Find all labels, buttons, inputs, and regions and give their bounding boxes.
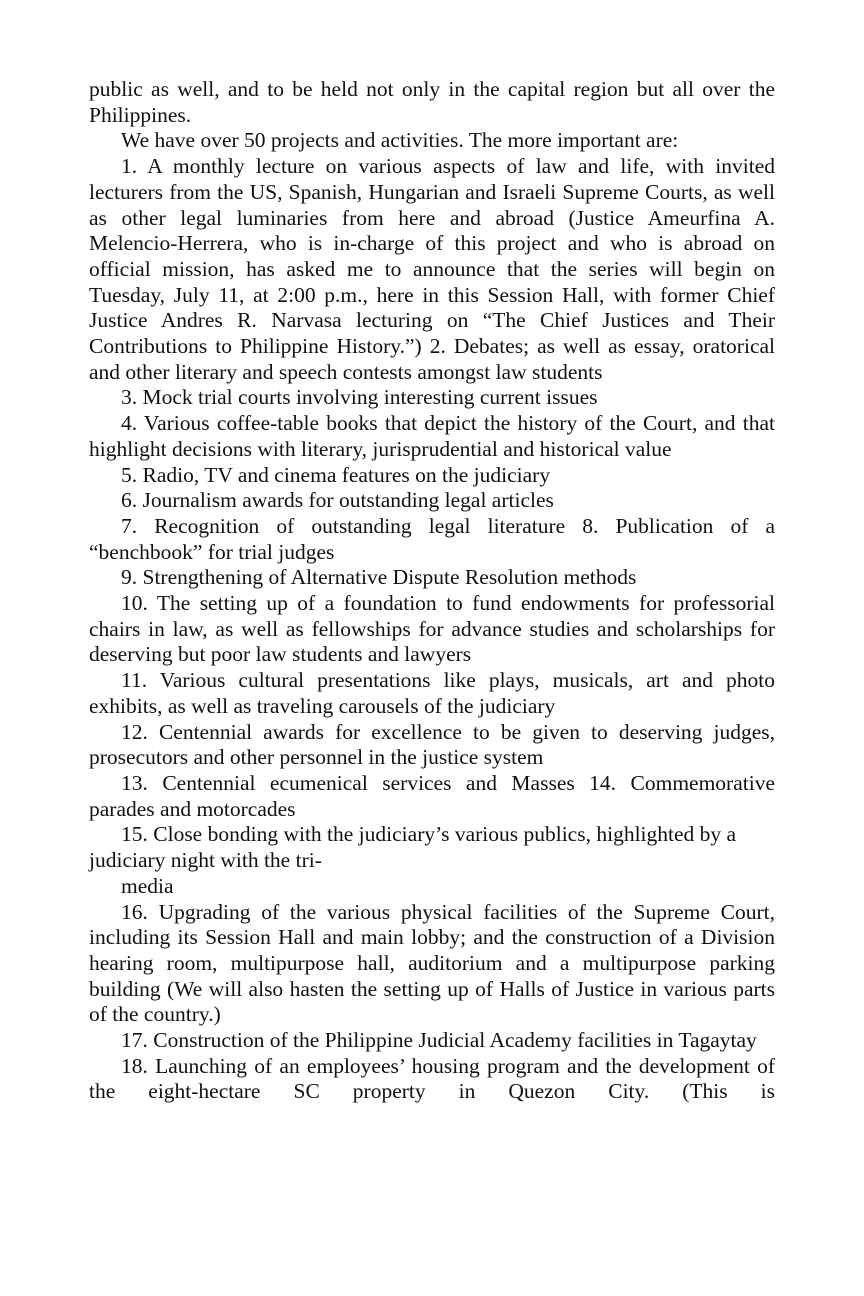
list-item-1-2: 1. A monthly lecture on various aspects of law and life, with invited lecturers from the US, Spanish, Hungarian and Israeli Supreme Courts, as well as other legal luminaries from here and abroad (Justice Ameurfina A. Melencio-Herrera, who is in-charge of this project and who is abroad on official mission, has asked me to announce that the series will begin on Tuesday, July 11, at 2:00 p.m., here in this Session Hall, with former Chief Justice Andres R. Narvasa lecturing on “The Chief Justices and Their Contributions to Philippine History.”) 2. Debates; as well as essay, oratorical and other literary and speech contests amongst law students (89, 154, 775, 384)
list-item-13-14: 13. Centennial ecumenical services and Masses 14. Commemorative parades and motorcades (89, 770, 775, 821)
list-item-5: 5. Radio, TV and cinema features on the judiciary (121, 462, 551, 487)
list-item-17: 17. Construction of the Philippine Judicial Academy facilities in Tagaytay (121, 1028, 757, 1053)
list-item-15: 15. Close bonding with the judiciary’s various publics, highlighted by a judiciary night with the tri- (89, 822, 737, 873)
list-item-7-8: 7. Recognition of outstanding legal literature 8. Publication of a “benchbook” for trial judges (89, 513, 775, 564)
list-item-6: 6. Journalism awards for outstanding legal articles (121, 488, 554, 513)
document-page (89, 77, 775, 1105)
paragraph-intro: We have over 50 projects and activities. The more important are: (121, 128, 679, 153)
list-item-3: 3. Mock trial courts involving interesting current issues (121, 385, 598, 410)
list-item-9: 9. Strengthening of Alternative Dispute Resolution methods (121, 565, 637, 590)
list-item-15-continuation: media (121, 873, 174, 898)
list-item-18: 18. Launching of an employees’ housing program and the development of the eight-hectare SC property in Quezon City. (This is (89, 1053, 775, 1104)
list-item-11: 11. Various cultural presentations like plays, musicals, art and photo exhibits, as well as traveling carousels of the judiciary (89, 668, 775, 718)
paragraph-continuation: public as well, and to be held not only in the capital region but all over the Philippines. (89, 77, 775, 127)
list-item-10: 10. The setting up of a foundation to fund endowments for professorial chairs in law, as well as fellowships for advance studies and scholarships for deserving but poor law students and lawyers (89, 591, 775, 667)
list-item-16: 16. Upgrading of the various physical facilities of the Supreme Court, including its Session Hall and main lobby; and the construction of a Division hearing room, multipurpose hall, auditorium and a multipurpose parking building (We will also hasten the setting up of Halls of Justice in various parts of the country.) (89, 899, 775, 1027)
list-item-12: 12. Centennial awards for excellence to be given to deserving judges, prosecutors and other personnel in the justice system (89, 719, 775, 770)
list-item-4: 4. Various coffee-table books that depict the history of the Court, and that highlight decisions with literary, jurisprudential and historical value (89, 411, 775, 461)
